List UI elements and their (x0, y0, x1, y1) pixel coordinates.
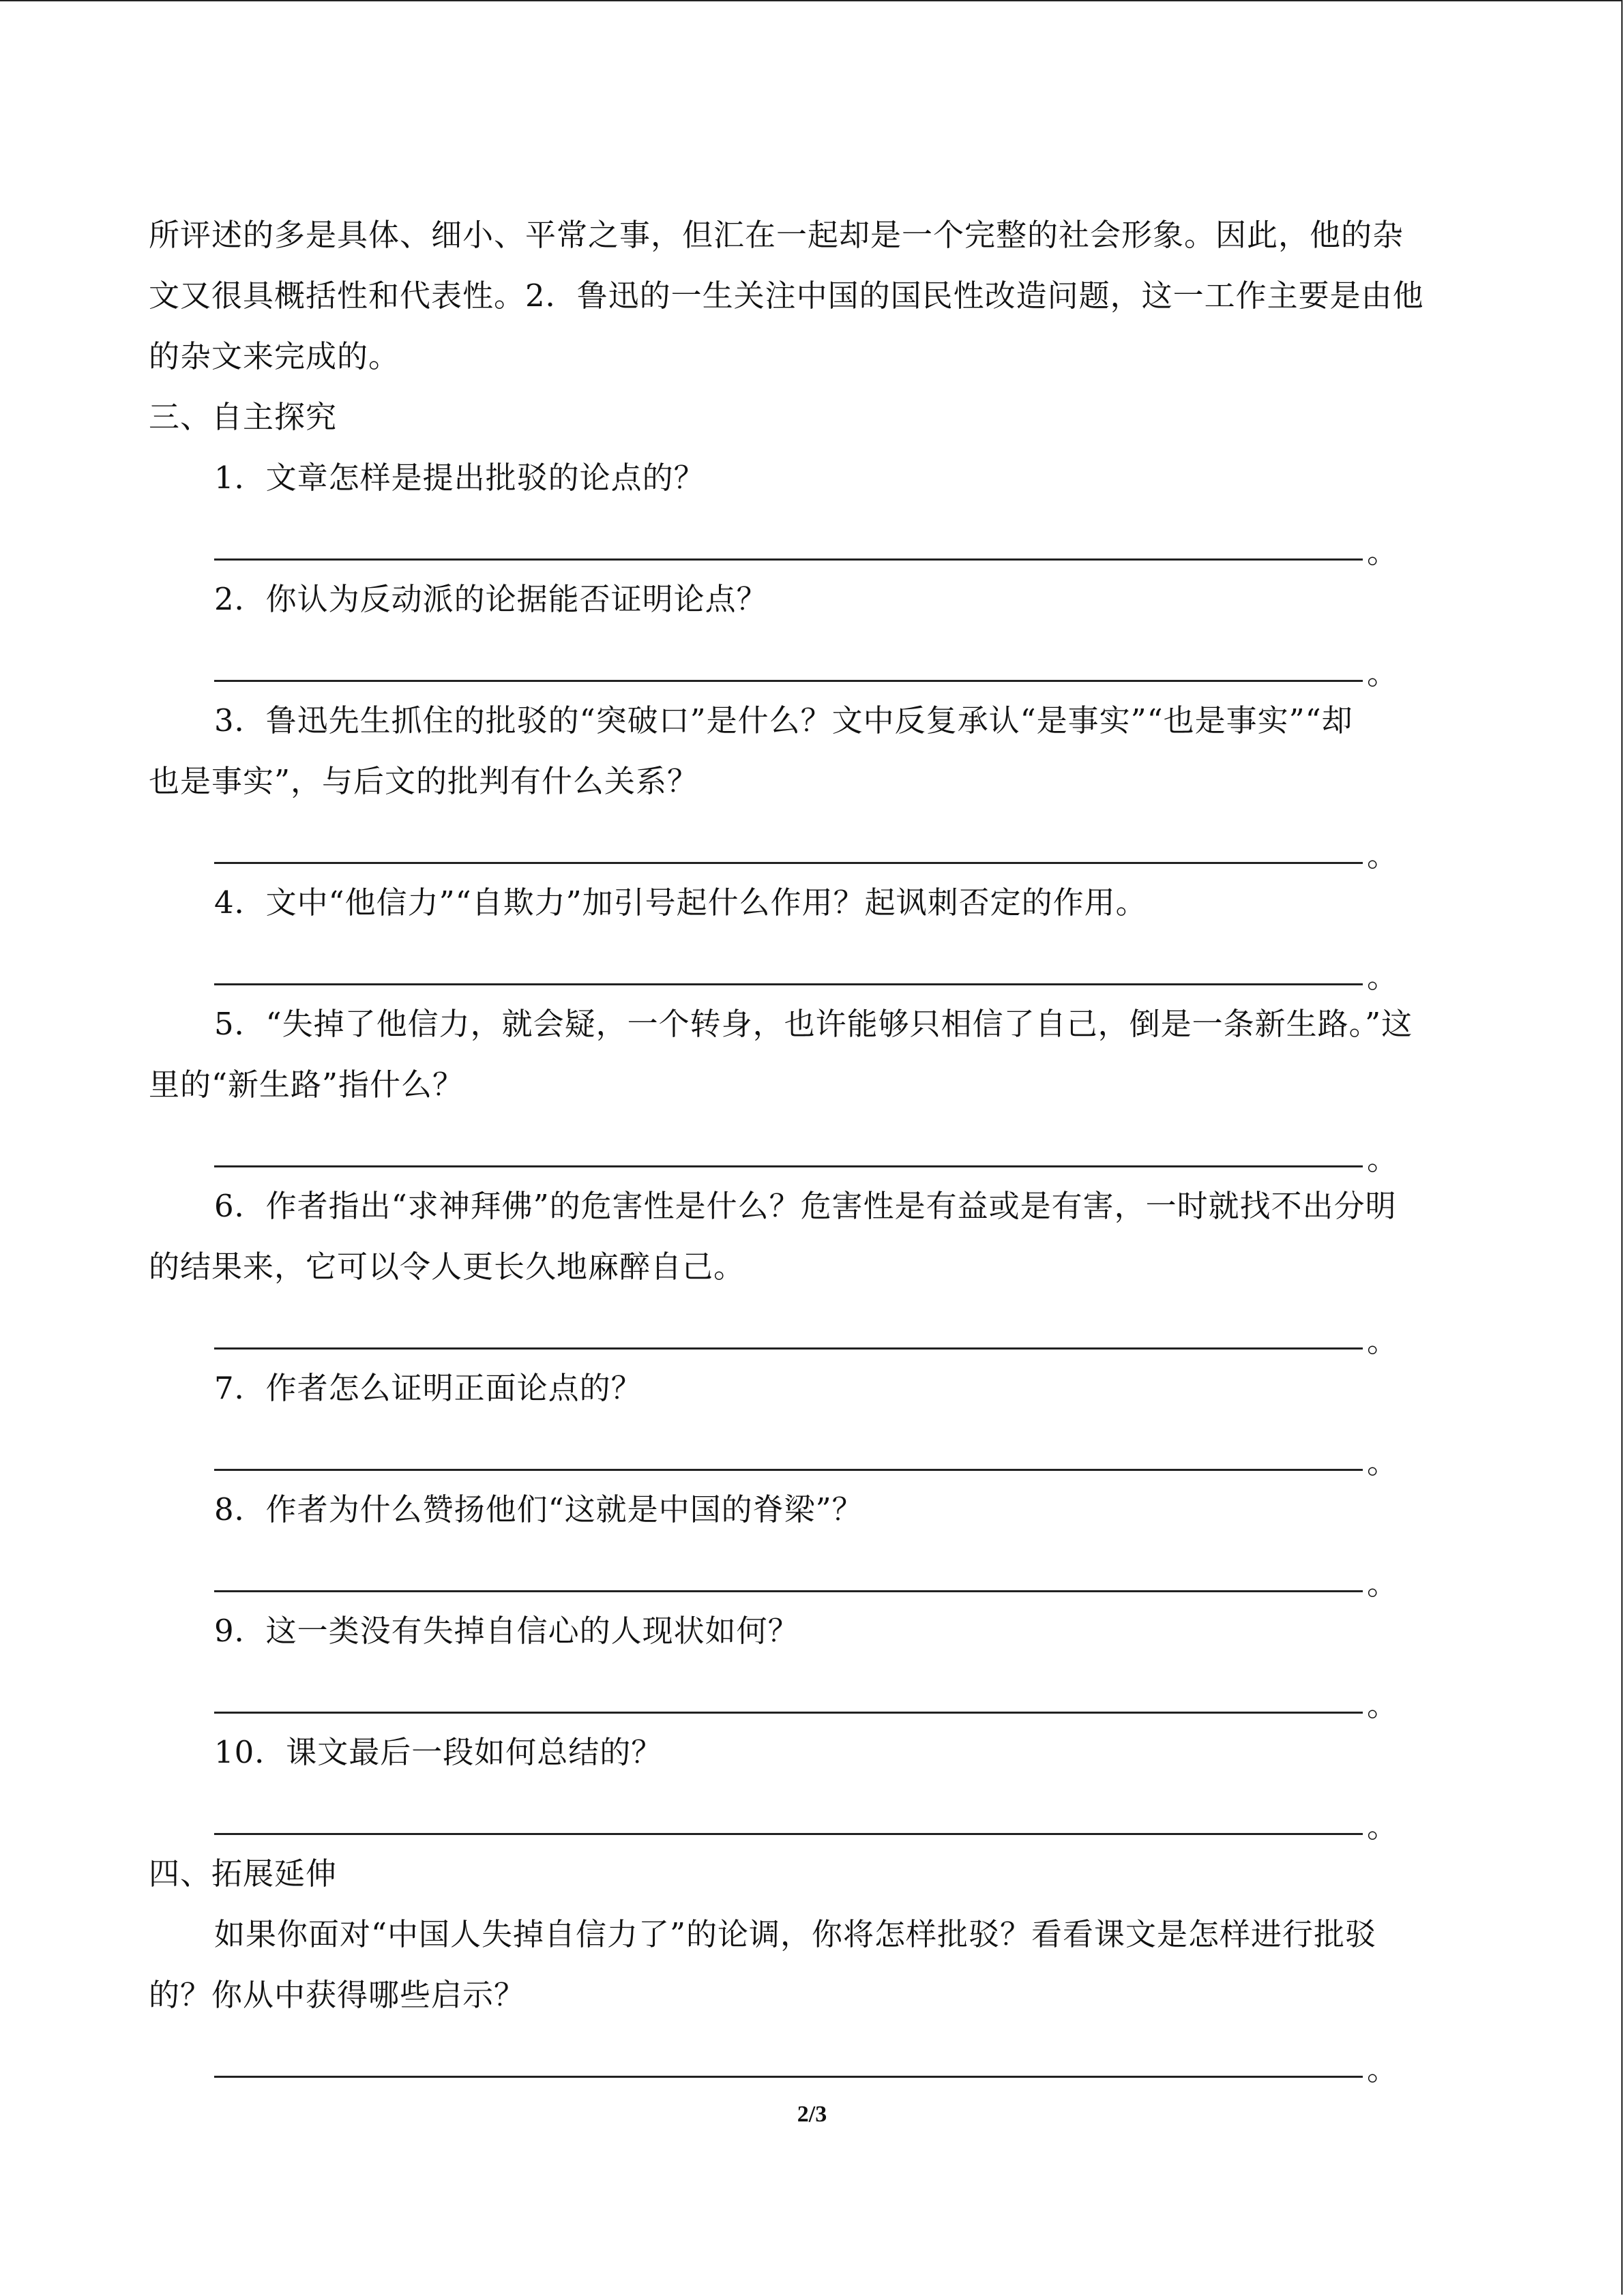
question-6-text-2: 的结果来，它可以令人更长久地麻醉自己。 (149, 1249, 745, 1285)
question-4 (149, 872, 1472, 994)
answer-line-2[interactable]: 。 (214, 629, 1472, 690)
intro-line-1: 所评述的多是具体、细小、平常之事，但汇在一起却是一个完整的社会形象。因此，他的杂 (149, 217, 1404, 253)
answer-line-6[interactable]: 。 (214, 1297, 1472, 1358)
answer-line-5[interactable]: 。 (214, 1115, 1472, 1176)
answer-line-8[interactable]: 。 (214, 1540, 1472, 1600)
answer-line-7[interactable]: 。 (214, 1418, 1472, 1479)
answer-line-1[interactable]: 。 (214, 508, 1472, 569)
answer-line-4[interactable]: 。 (214, 933, 1472, 994)
question-6-text-1: 6．作者指出“求神拜佛”的危害性是什么？危害性是有益或是有害，一时就找不出分明 (214, 1188, 1397, 1224)
question-2-text: 2．你认为反动派的论据能否证明论点？ (214, 581, 768, 617)
question-8 (149, 1479, 1472, 1600)
question-5-text-1: 5．“失掉了他信力，就会疑，一个转身，也许能够只相信了自己，倒是一条新生路。”这 (214, 1006, 1413, 1042)
question-10 (149, 1722, 1472, 1843)
section-3-heading: 三、自主探究 (149, 399, 338, 435)
question-7 (149, 1358, 1472, 1479)
question-4-text: 4．文中“他信力”“自欺力”加引号起什么作用？起讽刺否定的作用。 (214, 884, 1147, 921)
question-5-text-2: 里的“新生路”指什么？ (149, 1067, 464, 1103)
answer-line-extension[interactable]: 。 (214, 2025, 1472, 2086)
question-3-text-2: 也是事实”，与后文的批判有什么关系？ (149, 763, 699, 799)
question-7-text: 7．作者怎么证明正面论点的？ (214, 1370, 643, 1406)
answer-line-10[interactable]: 。 (214, 1783, 1472, 1843)
page-number: 2/3 (797, 2102, 827, 2127)
answer-line-3[interactable]: 。 (214, 811, 1472, 872)
question-9-text: 9．这一类没有失掉自信心的人现状如何？ (214, 1613, 799, 1649)
question-5 (149, 994, 1472, 1176)
question-1-text: 1．文章怎样是提出批驳的论点的？ (214, 460, 705, 496)
question-9 (149, 1600, 1472, 1722)
section-4-text-2: 的？你从中获得哪些启示？ (149, 1977, 526, 2013)
question-2 (149, 569, 1472, 690)
answer-line-9[interactable]: 。 (214, 1661, 1472, 1722)
document-body (149, 205, 1472, 2086)
question-3 (149, 690, 1472, 872)
question-1 (149, 447, 1472, 569)
question-8-text: 8．作者为什么赞扬他们“这就是中国的脊梁”？ (214, 1491, 863, 1527)
question-10-text: 10．课文最后一段如何总结的？ (214, 1734, 663, 1770)
section-4-heading: 四、拓展延伸 (149, 1855, 338, 1892)
question-6 (149, 1176, 1472, 1358)
intro-line-3: 的杂文来完成的。 (149, 338, 400, 374)
intro-line-2: 文又很具概括性和代表性。2．鲁迅的一生关注中国的国民性改造问题，这一工作主要是由他 (149, 278, 1424, 314)
question-3-text-1: 3．鲁迅先生抓住的批驳的“突破口”是什么？文中反复承认“是事实”“也是事实”“却 (214, 702, 1353, 739)
section-4-text-1: 如果你面对“中国人失掉自信力了”的论调，你将怎样批驳？看看课文是怎样进行批驳 (214, 1916, 1377, 1952)
